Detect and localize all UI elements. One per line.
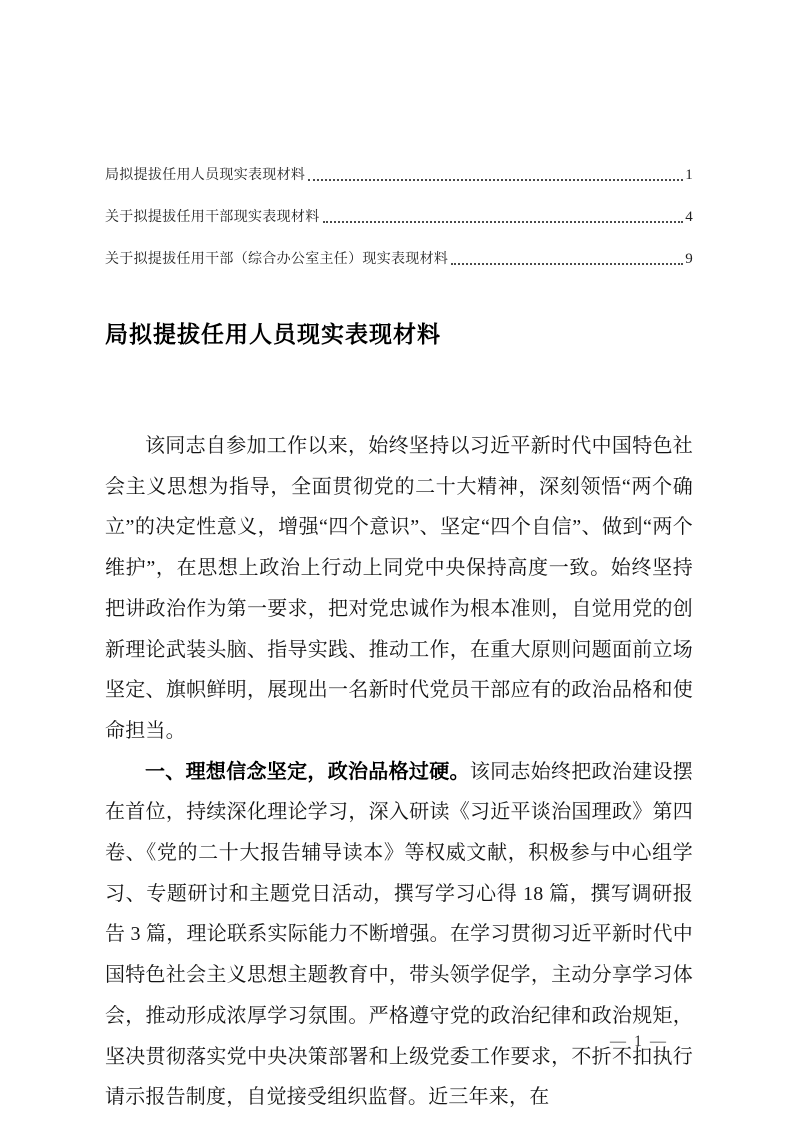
paragraph-text: 该同志自参加工作以来，始终坚持以习近平新时代中国特色社会主义思想为指导，全面贯彻党的二十大精神，深刻领悟“两个确立”的决定性意义，增强“四个意识”、坚定“四个自信”、做到“两个维护”，在思想上政治上行动上同党中央保持高度一致。始终坚持把讲政治作为第一要求，把对党忠诚作为根本准则，自觉用党的创新理论武装头脑、指导实践、推动工作，在重大原则问题面前立场坚定、旗帜鲜明，展现出一名新时代党员干部应有的政治品格和使命担当。 [105,435,693,742]
paragraph-2 [105,752,693,1118]
table-of-contents [105,0,693,269]
toc-dot-leader [323,221,684,223]
toc-entry-3[interactable] [105,249,693,269]
toc-entry-page-number: 1 [685,167,693,183]
paragraph-lead: 一、理想信念坚定，政治品格过硬。 [145,760,470,783]
paragraph-1 [105,426,693,752]
toc-dot-leader [308,179,683,181]
toc-entry-label: 局拟提拔任用人员现实表现材料 [105,168,306,183]
toc-entry-page-number: 9 [685,251,693,267]
paragraph-text: 该同志始终把政治建设摆在首位，持续深化理论学习，深入研读《习近平谈治国理政》第四卷、《党的二十大报告辅导读本》等权威文献，积极参与中心组学习、专题研讨和主题党日活动，撰写学习心得 18 篇，撰写调研报告 3 篇，理论联系实际能力不断增强。在学习贯彻习近平新时代中国特色社会主义思想主题教育中，带头领学促学，主动分享学习体会，推动形成浓厚学习氛围。严格遵守党的政治纪律和政治规矩，坚决贯彻落实党中央决策部署和上级党委工作要求，不折不扣执行请示报告制度，自觉接受组织监督。近三年来，在 [105,760,693,1109]
toc-entry-page-number: 4 [685,209,693,225]
page-content [105,0,693,1118]
toc-entry-1[interactable] [105,165,693,185]
page-number: — 1 — [610,1033,668,1050]
toc-entry-2[interactable] [105,207,693,227]
toc-dot-leader [451,263,683,265]
document-body [105,426,693,1118]
toc-entry-label: 关于拟提拔任用干部（综合办公室主任）现实表现材料 [105,252,449,267]
document-title: 局拟提拔任用人员现实表现材料 [105,321,441,347]
toc-entry-label: 关于拟提拔任用干部现实表现材料 [105,210,320,225]
